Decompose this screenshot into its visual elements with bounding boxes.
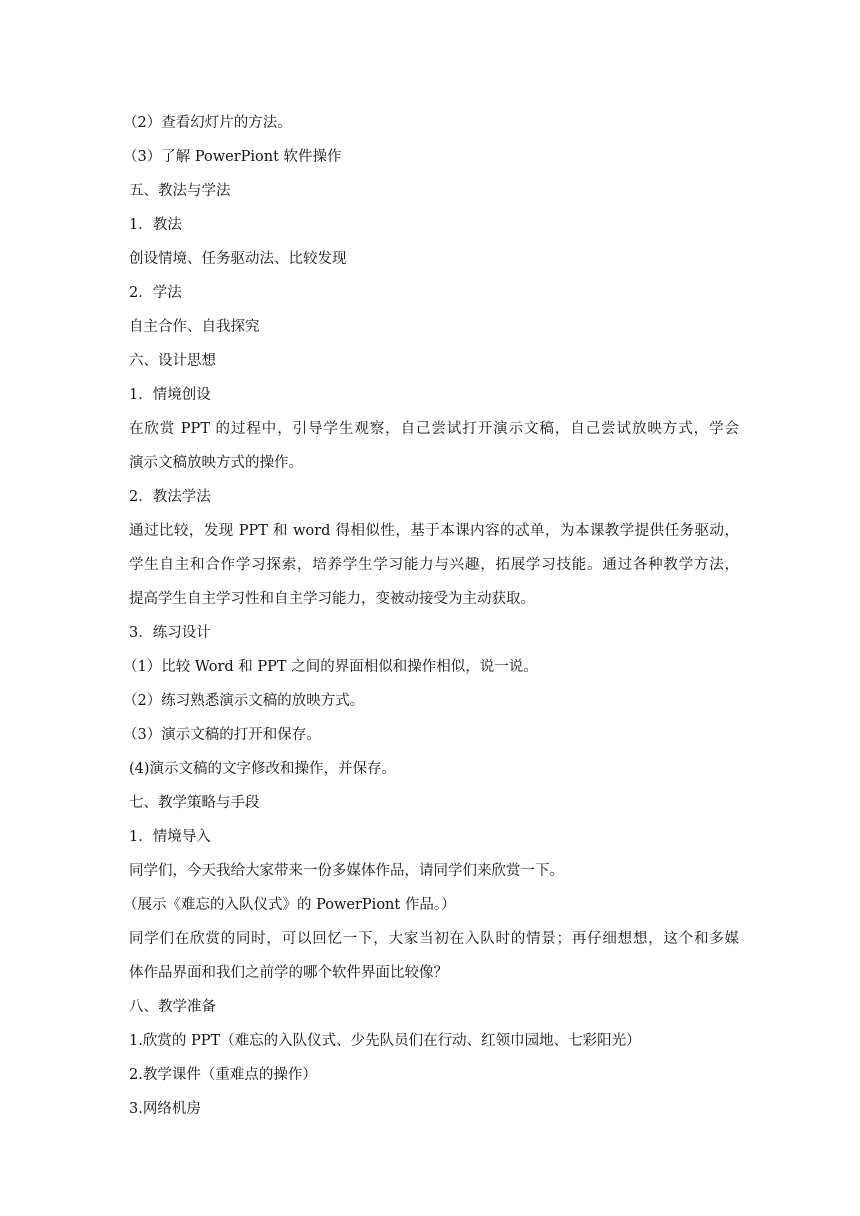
paragraph-show-work: （展示《难忘的入队仪式》的 PowerPiont 作品。） <box>123 897 456 913</box>
paragraph-recall-line-1: 同学们在欣赏的同时，可以回忆一下，大家当初在入队时的情景；再仔细想想，这个和多媒 <box>129 931 739 947</box>
item-3-powerpoint-operation: （3）了解 PowerPiont 软件操作 <box>123 149 342 165</box>
paragraph-recall-line-2: 体作品界面和我们之前学的哪个软件界面比较像？ <box>129 965 448 981</box>
item-2-view-slides: （2）查看幻灯片的方法。 <box>123 115 292 131</box>
exercise-item-2: （2）练习熟悉演示文稿的放映方式。 <box>123 693 365 709</box>
paragraph-introduction: 同学们，今天我给大家带来一份多媒体作品，请同学们来欣赏一下。 <box>129 863 564 879</box>
preparation-item-1: 1.欣赏的 PPT（难忘的入队仪式、少先队员们在行动、红领巾园地、七彩阳光） <box>129 1033 641 1049</box>
subheading-introduction: 1．情境导入 <box>129 829 211 845</box>
exercise-item-1: （1）比较 Word 和 PPT 之间的界面相似和操作相似，说一说。 <box>123 659 538 675</box>
paragraph-learning-method: 自主合作、自我探究 <box>129 319 260 335</box>
subheading-exercise-design: 3．练习设计 <box>129 625 211 641</box>
section-heading-teaching-methods: 五、教法与学法 <box>129 183 231 199</box>
paragraph-methods-line-2: 学生自主和合作学习探索，培养学生学习能力与兴趣，拓展学习技能。通过各种教学方法， <box>129 557 739 573</box>
subheading-learning-method: 2．学法 <box>129 285 182 301</box>
paragraph-scenario-line-1: 在欣赏 PPT 的过程中，引导学生观察，自己尝试打开演示文稿，自己尝试放映方式，学会 <box>129 421 739 437</box>
section-heading-preparation: 八、教学准备 <box>129 999 216 1015</box>
preparation-item-3: 3.网络机房 <box>129 1101 201 1117</box>
preparation-item-2: 2.教学课件（重难点的操作） <box>129 1067 317 1083</box>
subheading-scenario: 1．情境创设 <box>129 387 211 403</box>
paragraph-scenario-line-2: 演示文稿放映方式的操作。 <box>129 455 303 471</box>
section-heading-strategy: 七、教学策略与手段 <box>129 795 260 811</box>
document-body <box>123 106 739 1126</box>
subheading-teaching-method: 1．教法 <box>129 217 182 233</box>
paragraph-teaching-method: 创设情境、任务驱动法、比较发现 <box>129 251 347 267</box>
exercise-item-4: (4)演示文稿的文字修改和操作，并保存。 <box>129 761 397 777</box>
subheading-methods: 2．教法学法 <box>129 489 211 505</box>
exercise-item-3: （3）演示文稿的打开和保存。 <box>123 727 321 743</box>
paragraph-methods-line-1: 通过比较，发现 PPT 和 word 得相似性，基于本课内容的忒单，为本课教学提供任务驱动， <box>129 523 739 539</box>
paragraph-methods-line-3: 提高学生自主学习性和自主学习能力，变被动接受为主动获取。 <box>129 591 535 607</box>
section-heading-design-idea: 六、设计思想 <box>129 353 216 369</box>
